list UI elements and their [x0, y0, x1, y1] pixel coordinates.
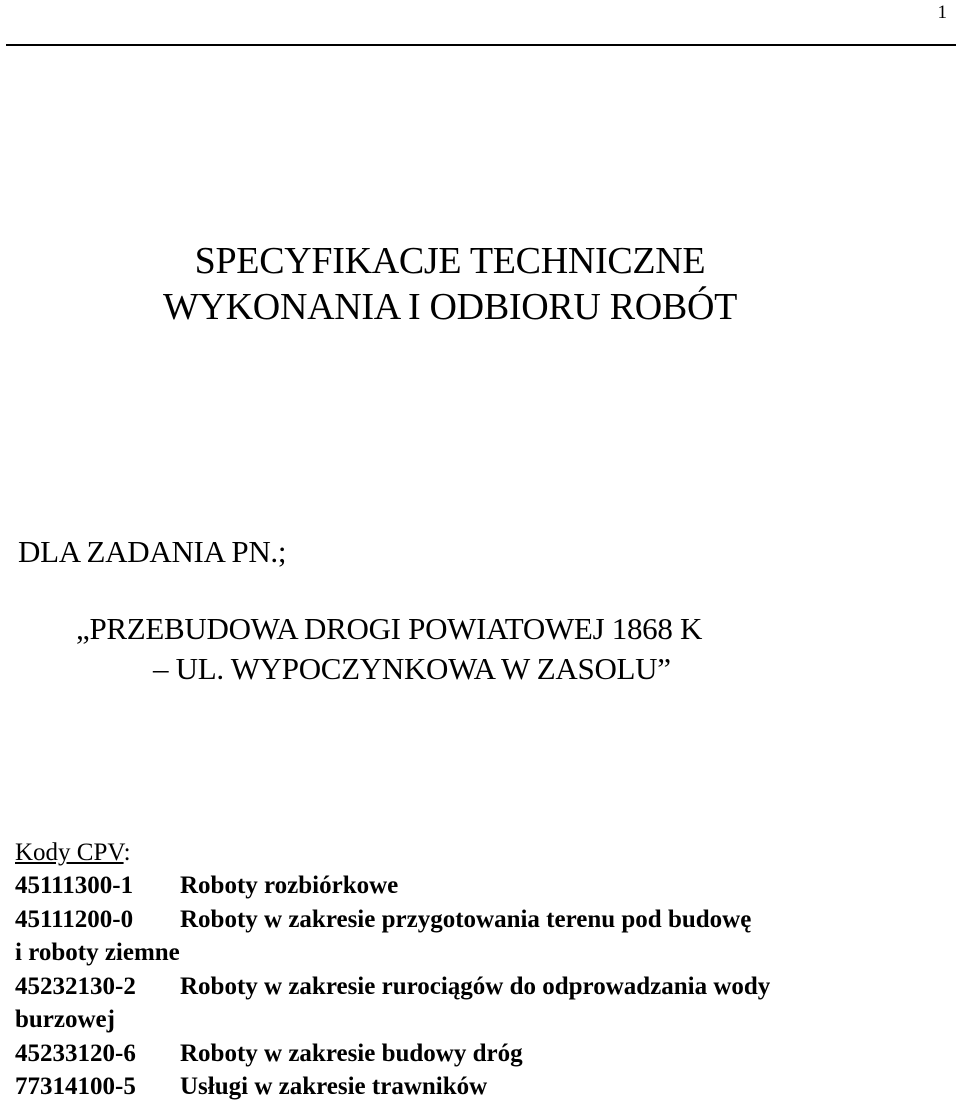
- cpv-code: 45233120-6: [15, 1039, 136, 1067]
- cpv-code: 45111300-1: [15, 872, 134, 899]
- cpv-heading: [15, 836, 770, 869]
- cpv-description: Usługi w zakresie trawników: [180, 1073, 488, 1100]
- task-label: DLA ZADANIA PN.;: [18, 534, 287, 569]
- header-rule: [6, 44, 956, 46]
- cpv-row: [15, 903, 770, 937]
- cpv-code: 45111200-0: [15, 905, 134, 933]
- cpv-code: 45232130-2: [15, 972, 136, 1000]
- cpv-section: [15, 836, 770, 1104]
- cpv-heading-colon: :: [123, 839, 131, 866]
- cpv-code: 77314100-5: [15, 1073, 136, 1100]
- cpv-description: Roboty w zakresie przygotowania terenu pod budowę: [180, 905, 752, 933]
- cpv-row: [15, 1037, 770, 1071]
- cpv-heading-text: Kody CPV: [15, 839, 124, 866]
- cpv-description: Roboty w zakresie rurociągów do odprowadzania wody: [180, 972, 771, 1000]
- cpv-description-continuation: burzowej: [15, 1006, 115, 1033]
- cpv-row: [15, 869, 770, 903]
- cpv-row: [15, 1070, 770, 1104]
- page-number: 1: [937, 2, 947, 23]
- document-title-line-2: WYKONANIA I ODBIORU ROBÓT: [162, 286, 738, 328]
- document-title-line-1: SPECYFIKACJE TECHNICZNE: [194, 240, 706, 282]
- cpv-description: Roboty rozbiórkowe: [180, 872, 399, 899]
- cpv-description: Roboty w zakresie budowy dróg: [180, 1039, 523, 1067]
- cpv-description-continuation: i roboty ziemne: [15, 939, 180, 966]
- project-name-line-1: „PRZEBUDOWA DROGI POWIATOWEJ 1868 K: [76, 611, 703, 646]
- cpv-row: [15, 970, 770, 1004]
- project-name-line-2: – UL. WYPOCZYNKOWA W ZASOLU”: [153, 651, 671, 686]
